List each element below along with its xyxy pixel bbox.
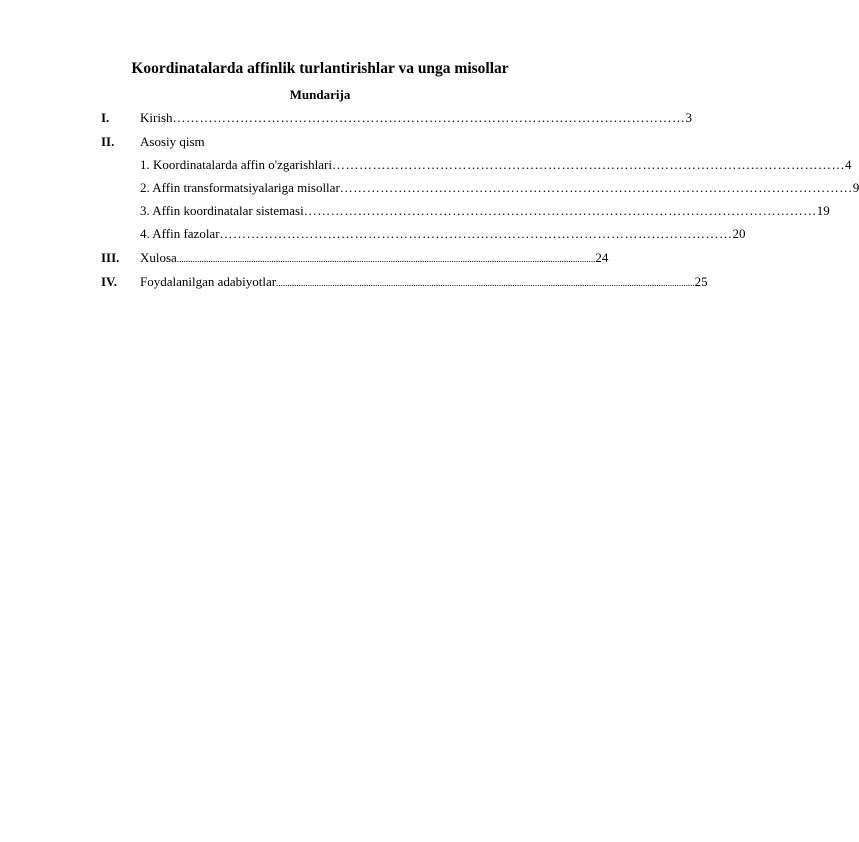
toc-entry[interactable] <box>140 272 708 293</box>
toc-number: II. <box>101 134 115 149</box>
toc-heading: Mundarija <box>289 87 351 102</box>
toc-row-xulosa <box>0 248 609 268</box>
toc-row-kirish <box>0 108 692 128</box>
toc-label: Xulosa <box>140 250 177 265</box>
toc-row-asosiy-qism <box>0 132 596 152</box>
toc-entry[interactable] <box>140 248 609 269</box>
toc-label: Kirish <box>140 110 173 125</box>
toc-leader: .......................................................................................................................................................................................... <box>276 278 695 288</box>
toc-row-subsection-1 <box>0 155 852 175</box>
toc-page-number: 4 <box>844 157 852 172</box>
toc-entry[interactable] <box>140 224 746 244</box>
toc-number: IV. <box>101 274 118 289</box>
toc-page-number: 19 <box>816 203 830 218</box>
toc-leader: …………………………………………………………………………………………………… <box>219 226 733 241</box>
toc-leader: …………………………………………………………………………………………………… <box>331 157 845 172</box>
toc-page-number: 9 <box>852 180 859 195</box>
toc-label: Foydalanilgan adabiyotlar <box>140 274 277 289</box>
toc-entry[interactable] <box>140 178 859 198</box>
toc-entry[interactable] <box>140 155 852 175</box>
document-title: Koordinatalarda affinlik turlantirishlar va unga misollar <box>131 60 509 77</box>
toc-label: 4. Affin fazolar <box>140 226 220 241</box>
toc-page-number: 3 <box>685 110 692 125</box>
toc-leader: …………………………………………………………………………………………………… <box>303 203 817 218</box>
toc-entry[interactable] <box>140 132 440 152</box>
toc-entry[interactable] <box>140 201 830 221</box>
toc-entry[interactable] <box>140 108 692 128</box>
toc-page-number: 20 <box>732 226 746 241</box>
toc-page-number: 25 <box>694 274 708 289</box>
toc-label: 2. Affin transformatsiyalariga misollar <box>140 180 340 195</box>
toc-leader: …………………………………………………………………………………………………… <box>172 110 686 125</box>
toc-leader: …………………………………………………………………………………………………… <box>339 180 853 195</box>
toc-leader: .......................................................................................................................................................................................... <box>176 254 596 264</box>
toc-row-subsection-2 <box>0 178 859 198</box>
toc-row-subsection-3 <box>0 201 830 221</box>
toc-label: 1. Koordinatalarda affin o'zgarishlari <box>140 157 332 172</box>
toc-number: I. <box>101 110 110 125</box>
toc-label: 3. Affin koordinatalar sistemasi <box>140 203 304 218</box>
toc-page-number: 24 <box>595 250 609 265</box>
toc-row-subsection-4 <box>0 224 746 244</box>
toc-number: III. <box>101 250 120 265</box>
toc-label: Asosiy qism <box>140 134 205 149</box>
toc-row-adabiyotlar <box>0 272 708 292</box>
